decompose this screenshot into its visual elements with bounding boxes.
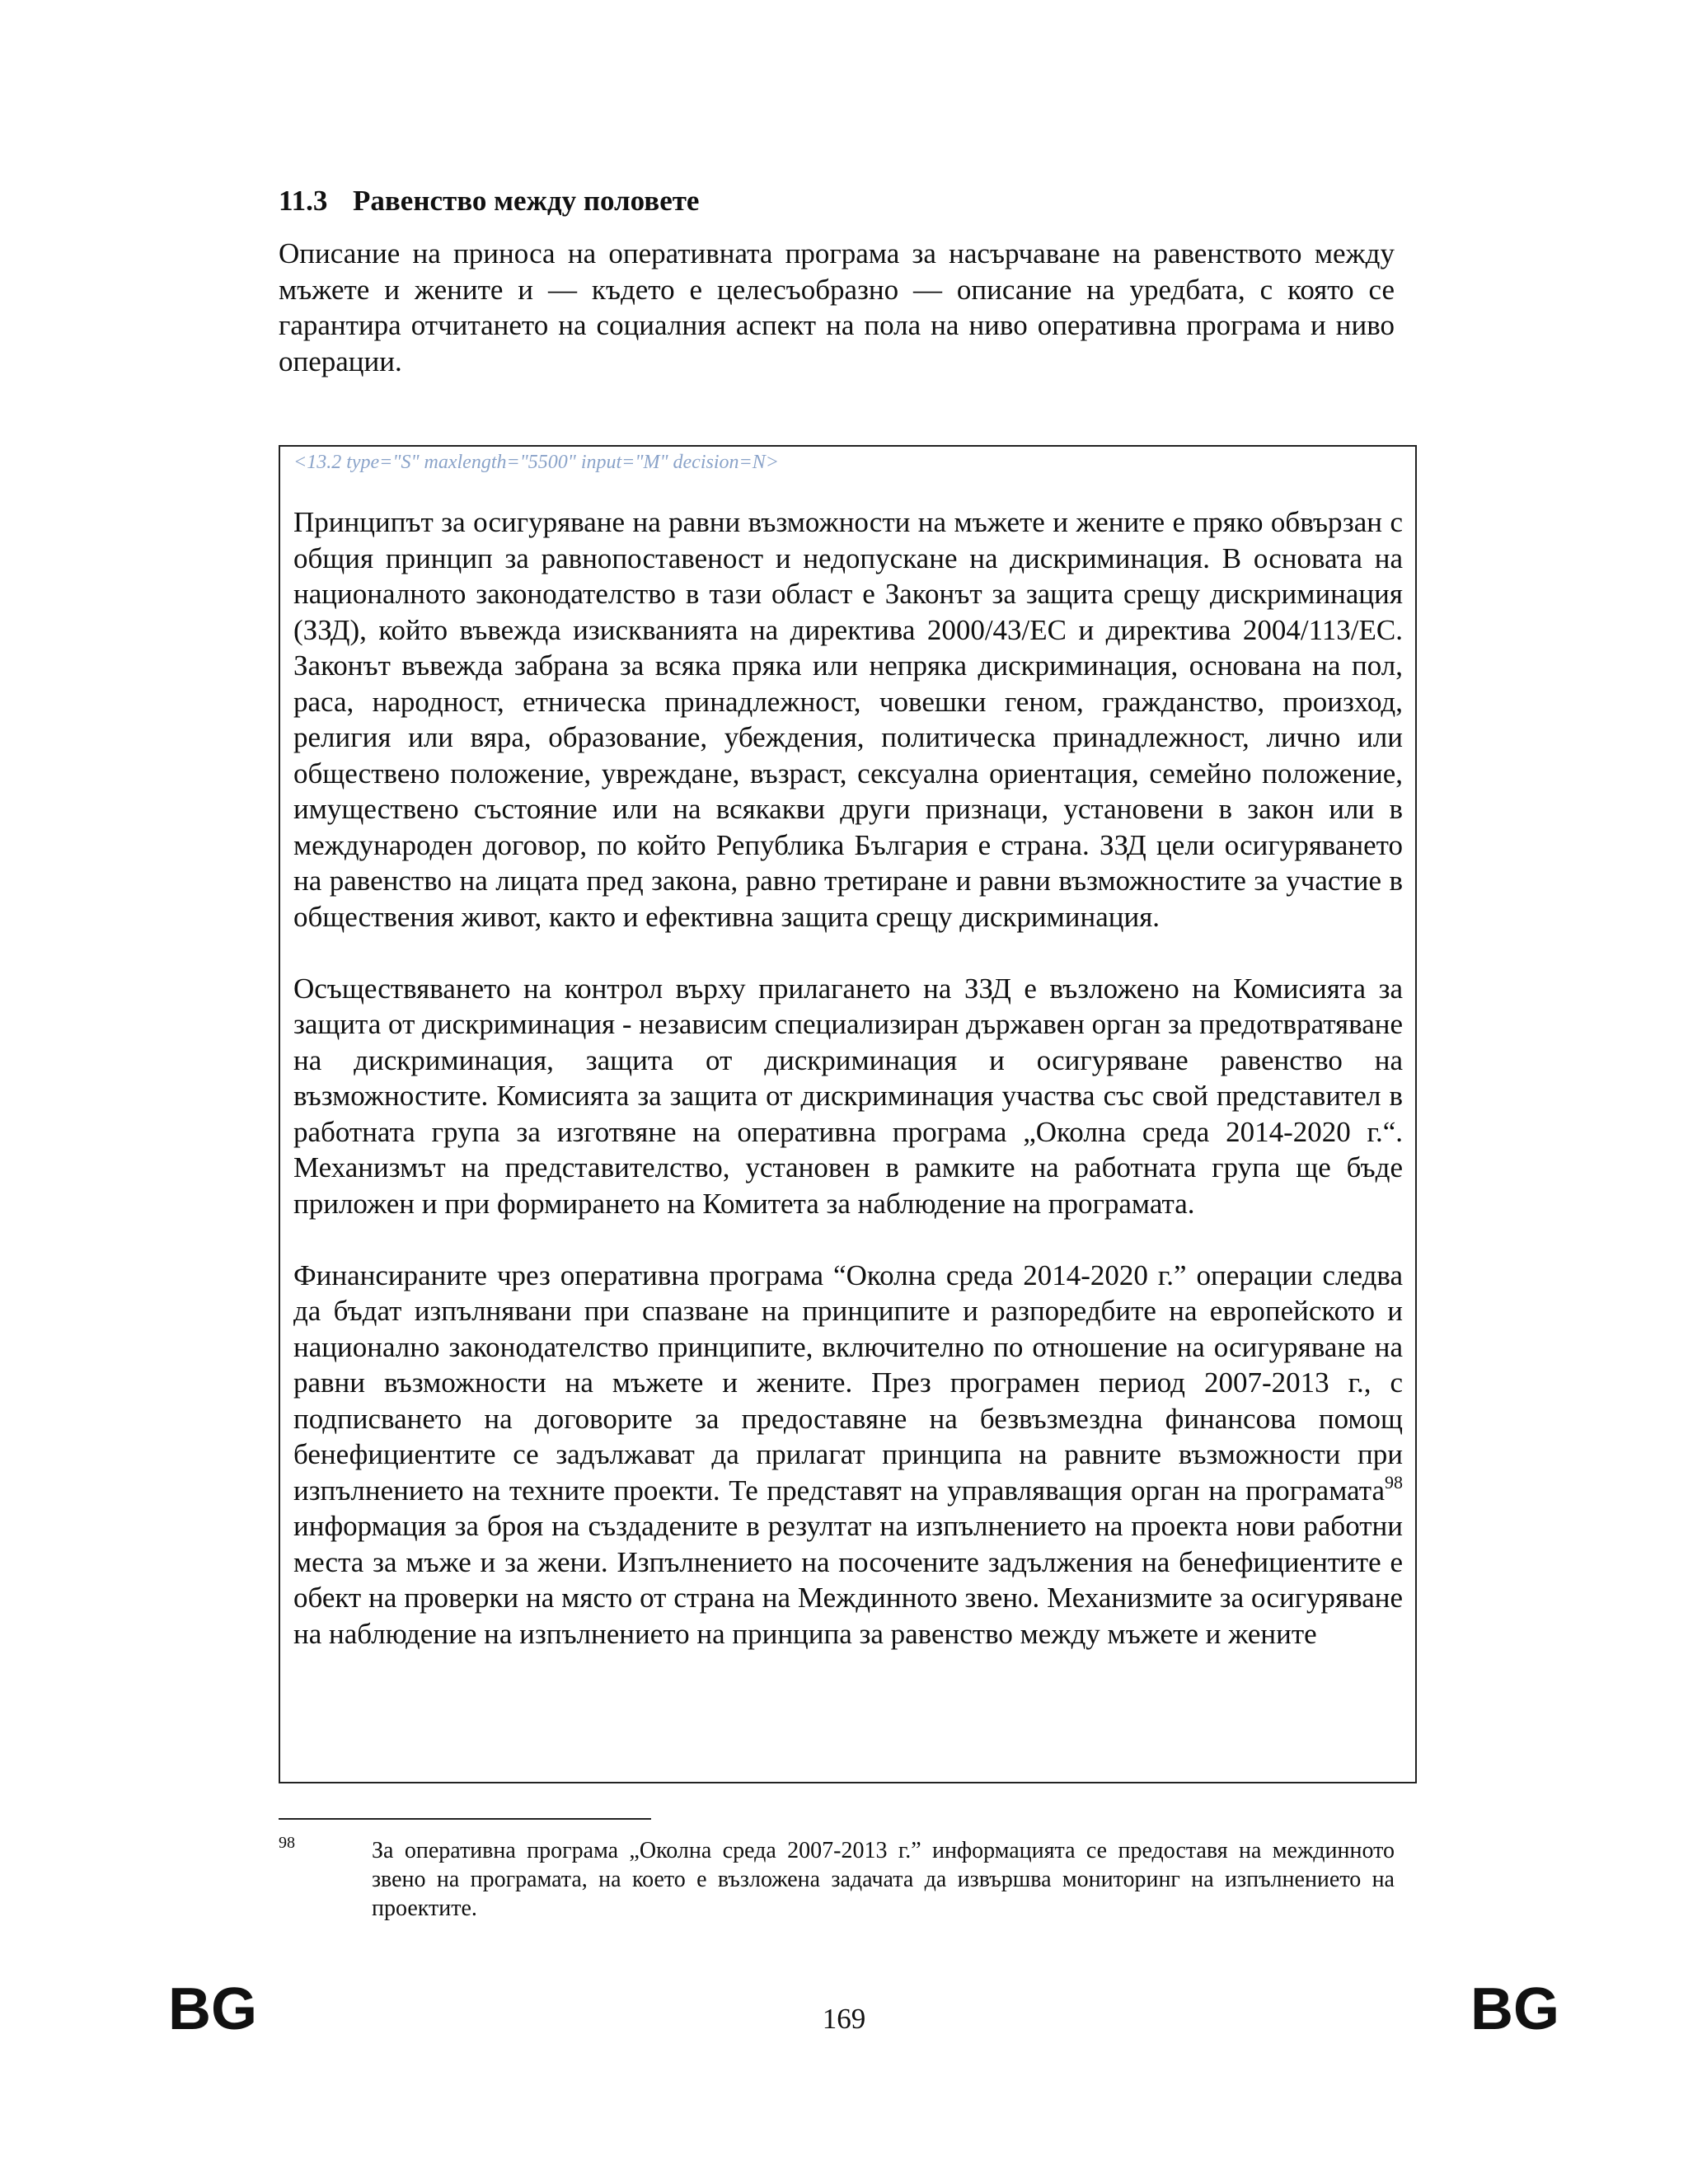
section-number: 11.3: [279, 185, 328, 217]
footnote-reference: 98: [1385, 1471, 1403, 1493]
footnote-separator: [279, 1818, 651, 1820]
language-mark-left: BG: [168, 1976, 257, 2042]
section-title: Равенство между половете: [353, 185, 700, 217]
footnote-text: За оперативна програма „Околна среда 2007-2013 г.” информацията се предоставя на междинното звено на програмата, на което е възложена задачата да извършва мониторинг на изпълнението на проектите.: [372, 1838, 1395, 1921]
box-paragraph-3-start: Финансираните чрез оперативна програма “Околна среда 2014-2020 г.” операции следва да бъдат изпълнявани при спазване на принципите и разпоредбите на европейското и национално законодателство принципите, включително по отношение на осигуряване на равни възможности на мъжете и жените. През програмен период 2007-2013 г., с подписването на договорите за предоставяне на безвъзмездна финансова помощ бенефициентите се задължават да прилагат принципа на равните възможности при изпълнението на техните проекти. Те представят на управляващия орган на програмата: [293, 1258, 1403, 1507]
text-field-box: [279, 445, 1417, 1783]
box-paragraph-3-end: информация за броя на създадените в резултат на изпълнението на проекта нови работни места за мъже и за жени. Изпълнението на посочените задължения на бенефициентите е обект на проверки на място от страна на Междинното звено. Механизмите за осигуряване на наблюдение на изпълнението на принципа за равенство между мъжете и жените: [293, 1510, 1403, 1650]
section-intro: Описание на приноса на оперативната програма за насърчаване на равенството между мъжете и жените и — където е целесъобразно — описание на уредбата, с която се гарантира отчитането на социалния аспект на пола на ниво оперативна програма и ниво операции.: [279, 237, 1395, 377]
box-paragraph-2: Осъществяването на контрол върху прилагането на ЗЗД е възложено на Комисията за защита от дискриминация - независим специализиран държавен орган за предотвратяване на дискриминация, защита от дискриминация и осигуряване равенство на възможностите. Комисията за защита от дискриминация участва със свой представител в работната група за изготвяне на оперативна програма „Околна среда 2014-2020 г.“. Механизмът на представителство, установен в рамките на работната група ще бъде приложен и при формирането на Комитета за наблюдение на програмата.: [293, 972, 1403, 1220]
box-paragraph-1: Принципът за осигуряване на равни възможности на мъжете и жените е пряко обвързан с общия принцип за равнопоставеност и недопускане на дискриминация. В основата на националното законодателство в тази област е Законът за защита срещу дискриминация (ЗЗД), който въвежда изискванията на директива 2000/43/ЕС и директива 2004/113/ЕС. Законът въвежда забрана за всяка пряка или непряка дискриминация, основана на пол, раса, народност, етническа принадлежност, човешки геном, гражданство, произход, религия или вяра, образование, убеждения, политическа принадлежност, лично или обществено положение, увреждане, възраст, сексуална ориентация, семейно положение, имуществено състояние или на всякакви други признаци, установени в закон или в международен договор, по който Република България е страна. ЗЗД цели осигуряването на равенство на лицата пред закона, равно третиране и равни възможностите за участие в обществения живот, както и ефективна защита срещу дискриминация.: [293, 506, 1403, 933]
box-paragraph-3: [293, 1258, 1403, 1652]
language-mark-right: BG: [1470, 1976, 1559, 2042]
field-tag: <13.2 type="S" maxlength="5500" input="M" decision=N>: [293, 452, 779, 473]
footnote-number: 98: [279, 1834, 295, 1852]
box-text: [293, 504, 1403, 1688]
section-heading: [279, 183, 699, 219]
page-number: 169: [822, 2003, 866, 2035]
